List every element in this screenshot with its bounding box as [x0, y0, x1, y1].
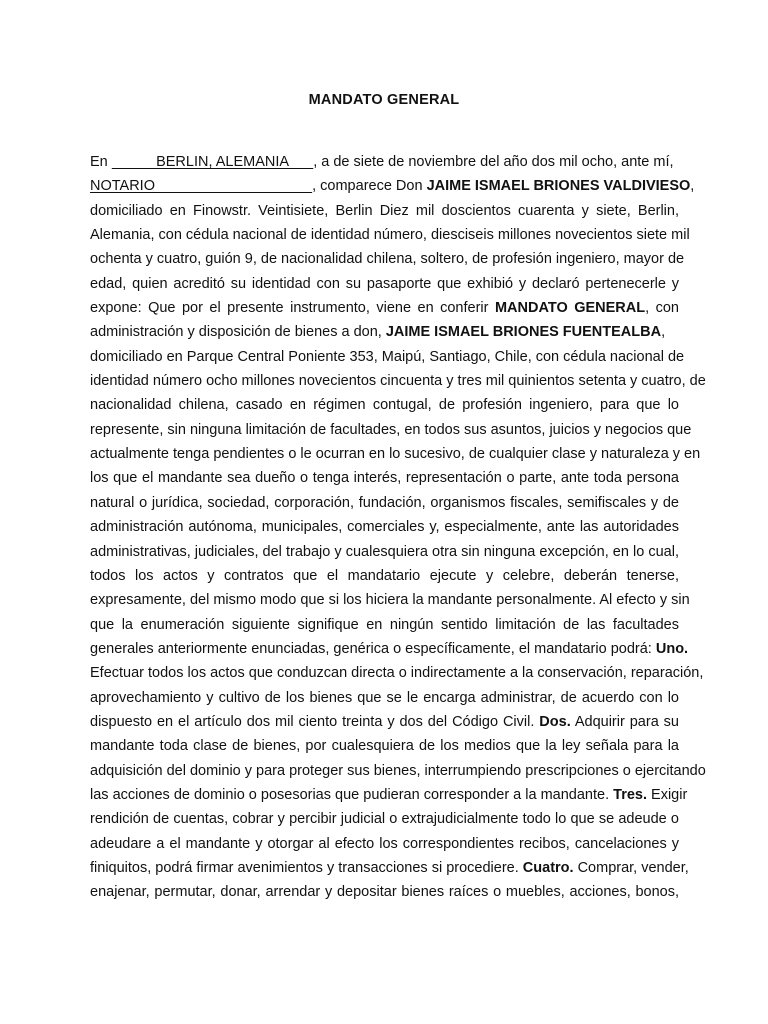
- text-run: represente, sin ninguna limitación de facultades, en todos sus asuntos, juicios y negocios que: [90, 421, 692, 438]
- document-line: [90, 856, 689, 880]
- text-run: , con: [645, 300, 679, 317]
- document-line: [90, 418, 692, 442]
- text-run: ,: [661, 324, 666, 341]
- text-run: Exigir: [647, 786, 688, 803]
- document-body: [90, 150, 706, 905]
- document-line: [90, 272, 679, 296]
- document-line: [90, 710, 679, 734]
- text-run: que la enumeración siguiente signifique en ningún sentido limitación de las facultades: [90, 616, 679, 633]
- document-line: [90, 661, 704, 685]
- text-run: adquisición del dominio y para proteger sus bienes, interrumpiendo prescripciones o ejercitando: [90, 762, 706, 779]
- text-run: todos los actos y contratos que el mandatario ejecute y celebre, deberán tenerse,: [90, 567, 679, 584]
- document-line: [90, 320, 679, 344]
- text-run: Adquirir para su: [570, 713, 679, 730]
- text-run: actualmente tenga pendientes o le ocurran en lo sucesivo, de cualquier clase y naturaleza y en: [90, 446, 701, 463]
- text-run: domiciliado en Finowstr. Veintisiete, Berlin Diez mil doscientos cuarenta y siete, Berlin,: [90, 202, 679, 219]
- bold-text-run: MANDATO GENERAL: [494, 300, 646, 317]
- text-run: mandante toda clase de bienes, por cualesquiera de los medios que la ley señala para la: [90, 738, 679, 755]
- text-run: administración y disposición de bienes a don,: [90, 324, 386, 341]
- underlined-field-run: NOTARIO: [90, 178, 313, 195]
- text-run: dispuesto en el artículo dos mil ciento treinta y dos del Código Civil.: [90, 713, 540, 730]
- document-line: [90, 174, 695, 198]
- document-line: [90, 296, 679, 320]
- bold-text-run: JAIME ISMAEL BRIONES VALDIVIESO: [426, 178, 691, 195]
- document-title: MANDATO GENERAL: [308, 92, 460, 108]
- text-run: Alemania, con cédula nacional de identidad número, diesciseis millones novecientos siete mil: [90, 227, 690, 244]
- text-run: administración autónoma, municipales, comerciales y, especialmente, ante las autoridades: [90, 519, 679, 536]
- text-run: los que el mandante sea dueño o tenga interés, representación o parte, ante toda persona: [90, 470, 679, 487]
- document-line: [90, 637, 689, 661]
- text-run: Comprar, vender,: [573, 859, 689, 876]
- underlined-field-run: BERLIN, ALEMANIA: [111, 154, 314, 170]
- text-run: domiciliado en Parque Central Poniente 353, Maipú, Santiago, Chile, con cédula nacional de: [90, 348, 685, 365]
- document-line: [90, 223, 690, 247]
- document-line: [90, 199, 679, 223]
- text-run: nacionalidad chilena, casado en régimen contugal, de profesión ingeniero, para que lo: [90, 397, 679, 414]
- document-line: [90, 588, 690, 612]
- document-line: [90, 832, 679, 856]
- text-run: , comparece Don: [312, 178, 427, 195]
- text-run: Efectuar todos los actos que conduzcan directa o indirectamente a la conservación, reparación,: [90, 665, 704, 682]
- bold-text-run: Uno.: [655, 640, 689, 657]
- document-line: [90, 247, 685, 271]
- text-run: , a de siete de noviembre del año dos mil ocho, ante mí,: [313, 154, 674, 170]
- document-line: [90, 393, 679, 417]
- text-run: ,: [690, 178, 695, 195]
- bold-text-run: JAIME ISMAEL BRIONES FUENTEALBA: [385, 324, 662, 341]
- text-run: identidad número ocho millones novecientos cincuenta y tres mil quinientos setenta y cuatro, de: [90, 373, 706, 390]
- document-line: [90, 880, 679, 904]
- text-run: generales anteriormente enunciadas, genérica o específicamente, el mandatario podrá:: [90, 640, 656, 657]
- text-run: administrativas, judiciales, del trabajo y cualesquiera otra sin ninguna excepción, en lo cual,: [90, 543, 679, 560]
- document-line: [90, 686, 679, 710]
- bold-text-run: Cuatro.: [522, 859, 574, 876]
- document-line: [90, 345, 685, 369]
- bold-text-run: Dos.: [539, 713, 571, 730]
- document-line: [90, 783, 688, 807]
- document-line: [90, 491, 679, 515]
- text-run: expone: Que por el presente instrumento, viene en conferir: [90, 300, 495, 317]
- text-run: finiquitos, podrá firmar avenimientos y transacciones si procediere.: [90, 859, 523, 876]
- document-line: [90, 807, 679, 831]
- document-line: [90, 613, 679, 637]
- document-line: [90, 759, 706, 783]
- document-line: [90, 734, 679, 758]
- document-line: [90, 540, 679, 564]
- document-line: [90, 150, 679, 174]
- text-run: natural o jurídica, sociedad, corporación, fundación, organismos fiscales, semifiscales y de: [90, 494, 679, 511]
- document-line: [90, 442, 701, 466]
- document-line: [90, 564, 679, 588]
- text-run: enajenar, permutar, donar, arrendar y depositar bienes raíces o muebles, acciones, bonos,: [90, 884, 679, 901]
- document-line: [90, 369, 706, 393]
- text-run: las acciones de dominio o posesorias que pudieran corresponder a la mandante.: [90, 786, 614, 803]
- bold-text-run: Tres.: [613, 786, 647, 803]
- document-line: [90, 466, 679, 490]
- text-run: ochenta y cuatro, guión 9, de nacionalidad chilena, soltero, de profesión ingeniero, mayor de: [90, 251, 685, 268]
- document-line: [90, 515, 679, 539]
- text-run: adeudare a el mandante y otorgar al efecto los correspondientes recibos, cancelaciones y: [90, 835, 679, 852]
- text-run: expresamente, del mismo modo que si los hiciera la mandante personalmente. Al efecto y sin: [90, 592, 690, 609]
- text-run: aprovechamiento y cultivo de los bienes que se le encarga administrar, de acuerdo con lo: [90, 689, 679, 706]
- text-run: edad, quien acreditó su identidad con su pasaporte que exhibió y declaró pertenecerle y: [90, 275, 679, 292]
- text-run: En: [90, 154, 112, 170]
- text-run: rendición de cuentas, cobrar y percibir judicial o extrajudicialmente todo lo que se adeude o: [90, 811, 679, 828]
